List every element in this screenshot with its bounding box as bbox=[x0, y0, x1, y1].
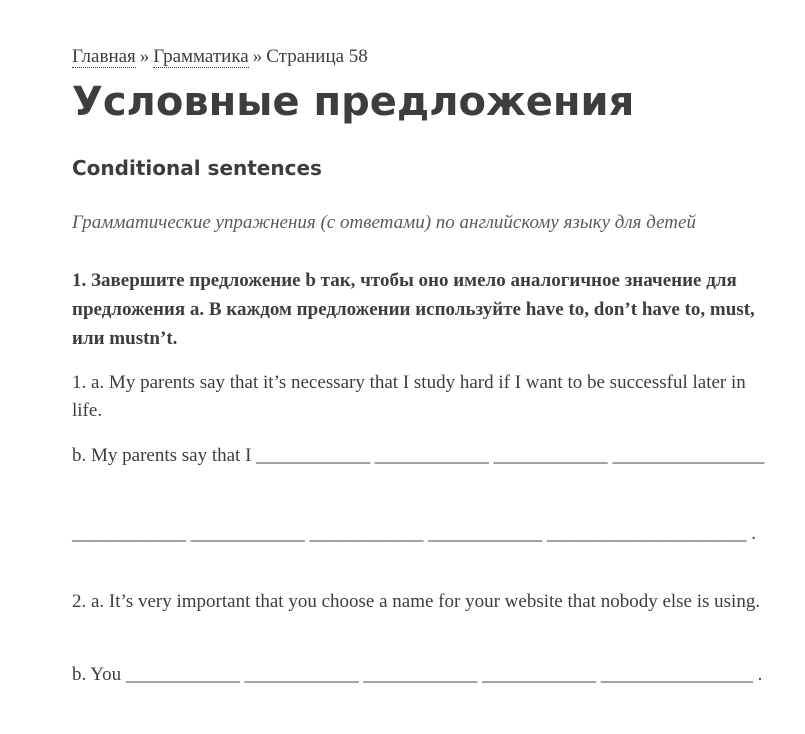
breadcrumb-separator: » bbox=[252, 46, 263, 67]
exercise-2-sentence-b: b. You ____________ ____________ ____________ ____________ ________________ . bbox=[72, 664, 763, 685]
breadcrumb-grammar-link[interactable]: Грамматика bbox=[153, 46, 249, 67]
exercise-2-sentence-a: 2. a. It’s very important that you choose a name for your website that nobody else is using. bbox=[72, 591, 761, 612]
breadcrumb bbox=[72, 44, 368, 70]
exercise-1-sentence-a: 1. a. My parents say that it’s necessary that I study hard if I want to be successful later in life. bbox=[72, 372, 746, 421]
breadcrumb-current-page: Страница 58 bbox=[266, 46, 368, 67]
exercise-intro: Грамматические упражнения (с ответами) по английскому языку для детей bbox=[72, 212, 696, 233]
breadcrumb-separator: » bbox=[139, 46, 150, 67]
page-title: Условные предложения bbox=[72, 79, 635, 125]
exercise-1-sentence-b: b. My parents say that I ____________ ____________ ____________ ________________ bbox=[72, 445, 765, 466]
page-subtitle: Conditional sentences bbox=[72, 156, 322, 180]
exercise-1-blank-line: ____________ ____________ ____________ ____________ _____________________ . bbox=[72, 523, 756, 544]
task-instructions: 1. Завершите предложение b так, чтобы оно имело аналогичное значение для предложения a. В каждом предложении используйте have to, don’t have to, must, или mustn’t. bbox=[72, 270, 755, 349]
breadcrumb-home-link[interactable]: Главная bbox=[72, 46, 136, 67]
